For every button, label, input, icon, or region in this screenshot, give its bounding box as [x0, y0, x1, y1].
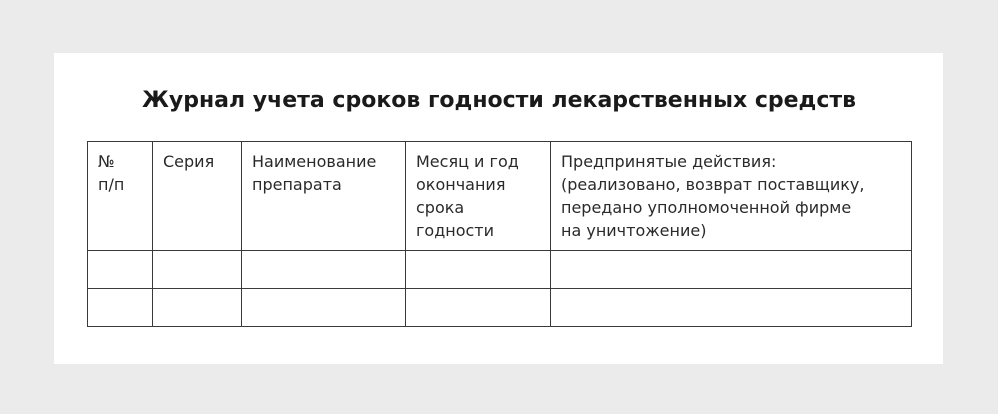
table-cell[interactable]: [551, 251, 912, 289]
header-number-label: № п/п: [98, 152, 125, 194]
header-actions-taken-label: Предпринятые действия: (реализовано, возврат поставщику, передано уполномоченной фирме на уничтожение): [561, 152, 865, 240]
table-cell[interactable]: [88, 251, 153, 289]
header-drug-name-label: Наименование препарата: [252, 152, 377, 194]
document-title: Журнал учета сроков годности лекарственных средств: [141, 88, 857, 113]
header-series-label: Серия: [163, 152, 215, 171]
table-cell[interactable]: [153, 289, 242, 327]
table-cell[interactable]: [153, 251, 242, 289]
header-expiry-date-label: Месяц и год окончания срока годности: [416, 152, 519, 240]
header-number: [88, 142, 153, 251]
header-actions-taken: [551, 142, 912, 251]
table-cell[interactable]: [88, 289, 153, 327]
header-drug-name: [242, 142, 406, 251]
table-cell[interactable]: [551, 289, 912, 327]
table-cell[interactable]: [406, 251, 551, 289]
journal-table: [87, 141, 912, 327]
header-expiry-date: [406, 142, 551, 251]
table-cell[interactable]: [242, 289, 406, 327]
table-row: [88, 251, 912, 289]
table-header-row: [88, 142, 912, 251]
table-cell[interactable]: [406, 289, 551, 327]
table-row: [88, 289, 912, 327]
table-cell[interactable]: [242, 251, 406, 289]
header-series: [153, 142, 242, 251]
